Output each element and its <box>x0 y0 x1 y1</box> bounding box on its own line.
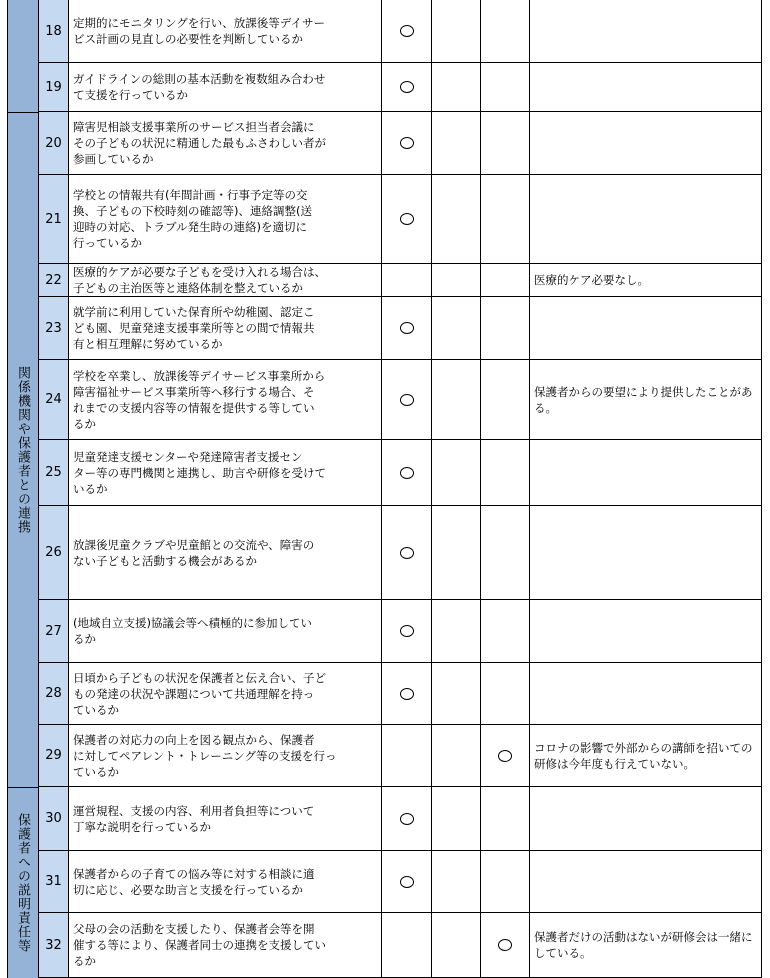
col2-cell <box>432 360 481 439</box>
col1-cell <box>382 63 432 111</box>
remarks-text <box>530 663 761 724</box>
remarks-text <box>530 600 761 662</box>
remarks-text <box>530 787 761 850</box>
table-row <box>39 600 761 663</box>
check-circle-icon <box>400 813 414 825</box>
item-text: 父母の会の活動を支援したり、保護者会等を開 催する等により、保護者同士の連携を支援してい るか <box>69 913 382 977</box>
col3-cell <box>481 360 530 439</box>
table-row <box>39 913 761 978</box>
col3-cell <box>481 63 530 111</box>
col2-cell <box>432 264 481 296</box>
col3-cell <box>481 0 530 62</box>
item-text: 保護者の対応力の向上を図る観点から、保護者 に対してペアレント・トレーニング等の支援を行っ ているか <box>69 725 382 786</box>
col3-cell <box>481 913 530 977</box>
col1-cell <box>382 264 432 296</box>
col1-cell <box>382 663 432 724</box>
item-text: 学校を卒業し、放課後等デイサービス事業所から 障害福祉サービス事業所等へ移行する場合、そ れまでの支援内容等の情報を提供する等してい るか <box>69 360 382 439</box>
item-text: ガイドラインの総則の基本活動を複数組み合わせ て支援を行っているか <box>69 63 382 111</box>
remarks-text: 保護者だけの活動はないが研修会は一緒にしている。 <box>534 930 753 960</box>
table-row <box>39 440 761 506</box>
col3-cell <box>481 506 530 599</box>
category-cell <box>7 112 39 787</box>
col3-cell <box>481 297 530 359</box>
row-number: 18 <box>39 0 69 62</box>
col1-cell <box>382 600 432 662</box>
category-cell <box>7 0 39 112</box>
row-number: 26 <box>39 506 69 599</box>
remarks-text <box>530 63 761 111</box>
table-row <box>39 506 761 600</box>
check-circle-icon <box>400 394 414 406</box>
item-text: 運営規程、支援の内容、利用者負担等について 丁寧な説明を行っているか <box>69 787 382 850</box>
col1-cell <box>382 297 432 359</box>
category-divider <box>7 787 39 788</box>
remarks-text <box>530 175 761 263</box>
row-number: 31 <box>39 851 69 912</box>
col3-cell <box>481 264 530 296</box>
table-row <box>39 787 761 851</box>
table-border-right <box>761 0 762 978</box>
col3-cell <box>481 851 530 912</box>
check-circle-icon <box>400 688 414 700</box>
row-number: 29 <box>39 725 69 786</box>
remarks-text: 保護者からの要望により提供したことがある。 <box>534 384 753 415</box>
col3-cell <box>481 725 530 786</box>
col2-cell <box>432 112 481 174</box>
col1-cell <box>382 175 432 263</box>
row-number: 22 <box>39 264 69 296</box>
col1-cell <box>382 725 432 786</box>
item-text: 医療的ケアが必要な子どもを受け入れる場合は、 子どもの主治医等と連絡体制を整えているか <box>69 264 382 296</box>
table-row <box>39 175 761 264</box>
table-row <box>39 264 761 297</box>
check-circle-icon <box>400 25 414 37</box>
col1-cell <box>382 851 432 912</box>
row-number: 27 <box>39 600 69 662</box>
col2-cell <box>432 725 481 786</box>
item-text: 障害児相談支援事業所のサービス担当者会議に その子どもの状況に精通した最もふさわしい者が 参画しているか <box>69 112 382 174</box>
col1-cell <box>382 913 432 977</box>
remarks-text <box>530 851 761 912</box>
category-divider <box>7 112 39 113</box>
row-number: 21 <box>39 175 69 263</box>
col1-cell <box>382 787 432 850</box>
category-cell <box>7 787 39 978</box>
check-circle-icon <box>400 547 414 559</box>
check-circle-icon <box>400 322 414 334</box>
col2-cell <box>432 440 481 505</box>
table-row <box>39 297 761 360</box>
col3-cell <box>481 112 530 174</box>
col1-cell <box>382 440 432 505</box>
remarks-text: コロナの影響で外部からの講師を招いての研修は今年度も行えていない。 <box>534 740 753 771</box>
col2-cell <box>432 506 481 599</box>
item-text: 学校との情報共有(年間計画・行事予定等の交 換、子どもの下校時刻の確認等)、連絡調整(送 迎時の対応、トラブル発生時の連絡)を適切に 行っているか <box>69 175 382 263</box>
check-circle-icon <box>400 81 414 93</box>
row-number: 19 <box>39 63 69 111</box>
check-circle-icon <box>400 467 414 479</box>
remarks-text <box>530 297 761 359</box>
col1-cell <box>382 506 432 599</box>
remarks-text <box>530 440 761 505</box>
col2-cell <box>432 663 481 724</box>
col3-cell <box>481 600 530 662</box>
item-text: (地域自立支援)協議会等へ積極的に参加してい るか <box>69 600 382 662</box>
table-row <box>39 725 761 787</box>
item-text: 日頃から子どもの状況を保護者と伝え合い、子ど もの発達の状況や課題について共通理解を持っ ているか <box>69 663 382 724</box>
row-number: 28 <box>39 663 69 724</box>
item-text: 保護者からの子育ての悩み等に対する相談に適 切に応じ、必要な助言と支援を行っているか <box>69 851 382 912</box>
remarks-text <box>530 0 761 62</box>
col2-cell <box>432 913 481 977</box>
remarks-text: 医療的ケア必要なし。 <box>534 273 649 287</box>
remarks-text <box>530 506 761 599</box>
col1-cell <box>382 360 432 439</box>
row-number: 23 <box>39 297 69 359</box>
item-text: 定期的にモニタリングを行い、放課後等デイサー ビス計画の見直しの必要性を判断しているか <box>69 0 382 62</box>
check-circle-icon <box>400 137 414 149</box>
row-number: 20 <box>39 112 69 174</box>
item-text: 就学前に利用していた保育所や幼稚園、認定こ ども園、児童発達支援事業所等との間で情報共 有と相互理解に努めているか <box>69 297 382 359</box>
table-row <box>39 0 761 63</box>
row-number: 25 <box>39 440 69 505</box>
col2-cell <box>432 63 481 111</box>
check-circle-icon <box>400 876 414 888</box>
category-label: 保護者への説明責任等 <box>15 812 30 953</box>
col2-cell <box>432 297 481 359</box>
table-row <box>39 663 761 725</box>
item-text: 児童発達支援センターや発達障害者支援セン ター等の専門機関と連携し、助言や研修を受けて いるか <box>69 440 382 505</box>
table-border-left <box>7 0 8 978</box>
check-circle-icon <box>498 939 512 951</box>
table-row <box>39 360 761 440</box>
row-number: 30 <box>39 787 69 850</box>
table-row <box>39 112 761 175</box>
col3-cell <box>481 175 530 263</box>
col2-cell <box>432 0 481 62</box>
check-circle-icon <box>400 625 414 637</box>
col1-cell <box>382 0 432 62</box>
check-circle-icon <box>498 750 512 762</box>
check-circle-icon <box>400 213 414 225</box>
col2-cell <box>432 175 481 263</box>
row-number: 24 <box>39 360 69 439</box>
row-number: 32 <box>39 913 69 977</box>
remarks-text <box>530 112 761 174</box>
table-row <box>39 63 761 112</box>
col2-cell <box>432 851 481 912</box>
col1-cell <box>382 112 432 174</box>
item-text: 放課後児童クラブや児童館との交流や、障害の ない子どもと活動する機会があるか <box>69 506 382 599</box>
col3-cell <box>481 787 530 850</box>
col3-cell <box>481 663 530 724</box>
table-row <box>39 851 761 913</box>
col2-cell <box>432 600 481 662</box>
col3-cell <box>481 440 530 505</box>
col2-cell <box>432 787 481 850</box>
category-label: 関係機関や保護者との連携 <box>15 365 30 534</box>
